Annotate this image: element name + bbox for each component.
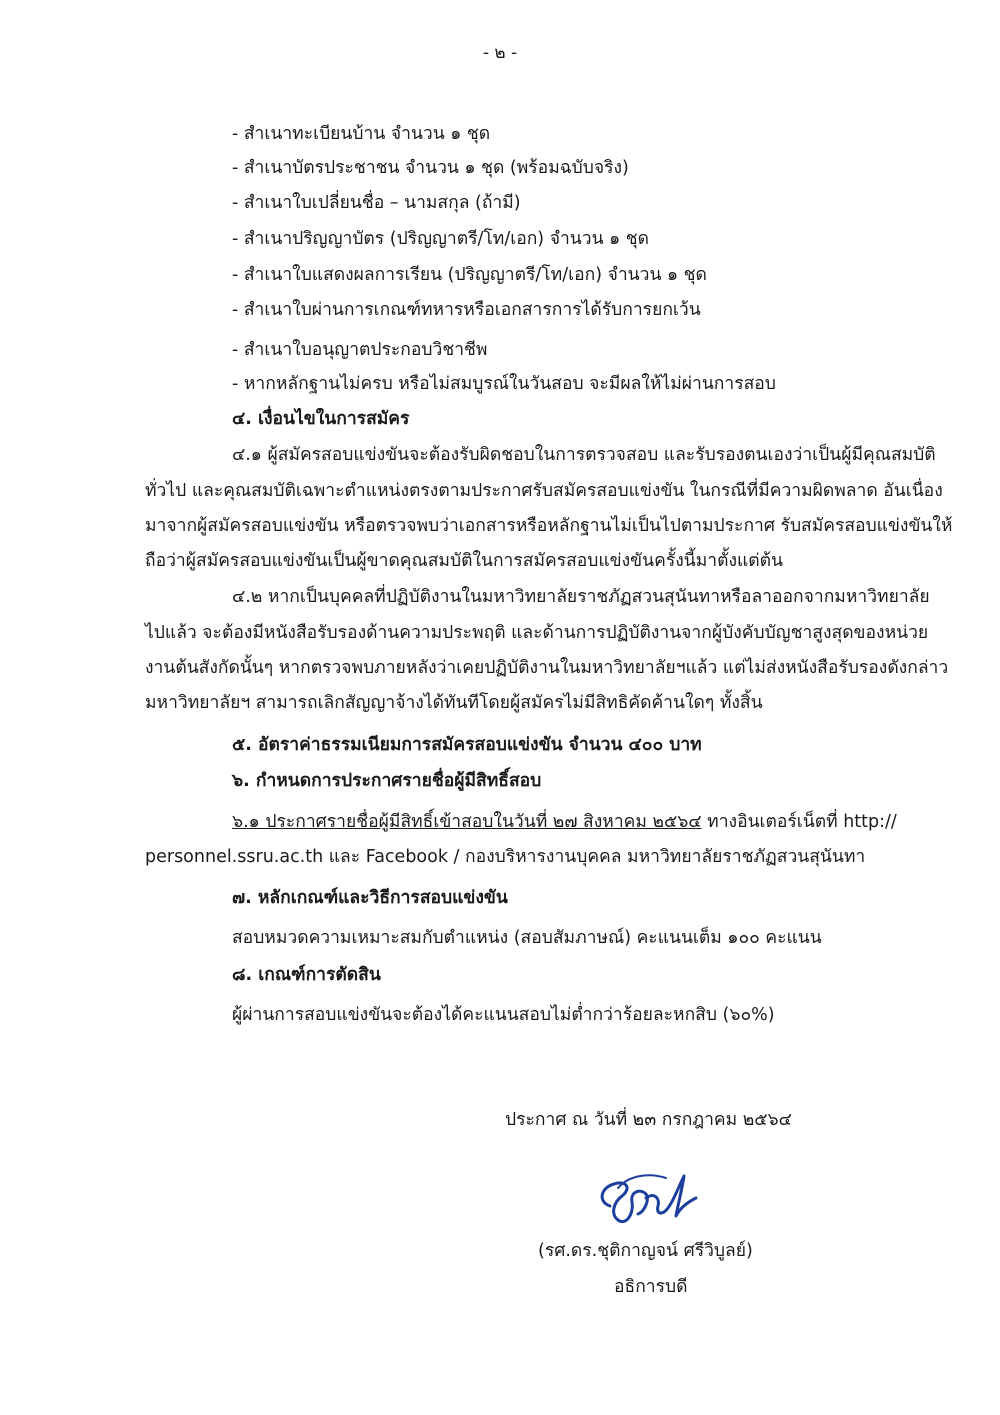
section-5-heading: ๕. อัตราค่าธรรมเนียมการสมัครสอบแข่งขัน จำนวน ๔๐๐ บาท [232,735,702,755]
document-item: - หากหลักฐานไม่ครบ หรือไม่สมบูรณ์ในวันสอบ จะมีผลให้ไม่ผ่านการสอบ [232,374,776,394]
section-4-2-line: มหาวิทยาลัยฯ สามารถเลิกสัญญาจ้างได้ทันทีโดยผู้สมัครไม่มีสิทธิคัดค้านใดๆ ทั้งสิ้น [145,693,763,713]
document-item: - สำเนาใบผ่านการเกณฑ์ทหารหรือเอกสารการได้รับการยกเว้น [232,300,701,320]
section-6-heading: ๖. กำหนดการประกาศรายชื่อผู้มีสิทธิ์สอบ [232,771,542,791]
section-6-1-line: personnel.ssru.ac.th และ Facebook / กองบริหารงานบุคคล มหาวิทยาลัยราชภัฏสวนสุนันทา [145,847,866,867]
document-item: - สำเนาใบแสดงผลการเรียน (ปริญญาตรี/โท/เอก) จำนวน ๑ ชุด [232,265,707,285]
section-8-body: ผู้ผ่านการสอบแข่งขันจะต้องได้คะแนนสอบไม่ต่ำกว่าร้อยละหกสิบ (๖๐%) [232,1005,775,1025]
section-4-2-line: ๔.๒ หากเป็นบุคคลที่ปฏิบัติงานในมหาวิทยาลัยราชภัฏสวนสุนันทาหรือลาออกจากมหาวิทยาลัย [232,587,930,607]
document-item: - สำเนาบัตรประชาชน จำนวน ๑ ชุด (พร้อมฉบับจริง) [232,158,629,178]
section-4-1-line: ถือว่าผู้สมัครสอบแข่งขันเป็นผู้ขาดคุณสมบัติในการสมัครสอบแข่งขันครั้งนี้มาตั้งแต่ต้น [145,551,783,571]
signer-name: (รศ.ดร.ชุติกาญจน์ ศรีวิบูลย์) [538,1241,753,1261]
signer-title: อธิการบดี [614,1277,688,1297]
announcement-date-text: ๖.๑ ประกาศรายชื่อผู้มีสิทธิ์เข้าสอบในวันที่ ๒๗ สิงหาคม ๒๕๖๔ [232,812,702,832]
section-8-heading: ๘. เกณฑ์การตัดสิน [232,965,381,985]
page-number: - ๒ - [482,43,518,63]
section-4-1-line: ทั่วไป และคุณสมบัติเฉพาะตำแหน่งตรงตามประกาศรับสมัครสอบแข่งขัน ในกรณีที่มีความผิดพลาด อันเนื่อง [145,481,943,501]
section-7-heading: ๗. หลักเกณฑ์และวิธีการสอบแข่งขัน [232,888,508,908]
document-item: - สำเนาใบเปลี่ยนชื่อ – นามสกุล (ถ้ามี) [232,193,521,213]
document-item: - สำเนาปริญญาบัตร (ปริญญาตรี/โท/เอก) จำนวน ๑ ชุด [232,229,650,249]
section-4-2-line: งานต้นสังกัดนั้นๆ หากตรวจพบภายหลังว่าเคยปฏิบัติงานในมหาวิทยาลัยฯแล้ว แต่ไม่ส่งหนังสือรับรองดังกล่าว [145,658,949,678]
section-7-body: สอบหมวดความเหมาะสมกับตำแหน่ง (สอบสัมภาษณ์) คะแนนเต็ม ๑๐๐ คะแนน [232,928,822,948]
announcement-channel-text: ทางอินเตอร์เน็ตที่ http:// [701,812,897,832]
document-item: - สำเนาใบอนุญาตประกอบวิชาชีพ [232,340,488,360]
announcement-date: ประกาศ ณ วันที่ ๒๓ กรกฎาคม ๒๕๖๔ [505,1110,792,1130]
section-6-1-line [232,809,897,835]
section-4-1-line: ๔.๑ ผู้สมัครสอบแข่งขันจะต้องรับผิดชอบในการตรวจสอบ และรับรองตนเองว่าเป็นผู้มีคุณสมบัติ [232,445,936,465]
document-item: - สำเนาทะเบียนบ้าน จำนวน ๑ ชุด [232,124,491,144]
section-4-1-line: มาจากผู้สมัครสอบแข่งขัน หรือตรวจพบว่าเอกสารหรือหลักฐานไม่เป็นไปตามประกาศ รับสมัครสอบแข่งขันให้ [145,516,953,536]
signature-image [588,1158,706,1240]
section-4-heading: ๔. เงื่อนไขในการสมัคร [232,409,410,429]
section-4-2-line: ไปแล้ว จะต้องมีหนังสือรับรองด้านความประพฤติ และด้านการปฏิบัติงานจากผู้บังคับบัญชาสูงสุดของหน่วย [145,623,929,643]
